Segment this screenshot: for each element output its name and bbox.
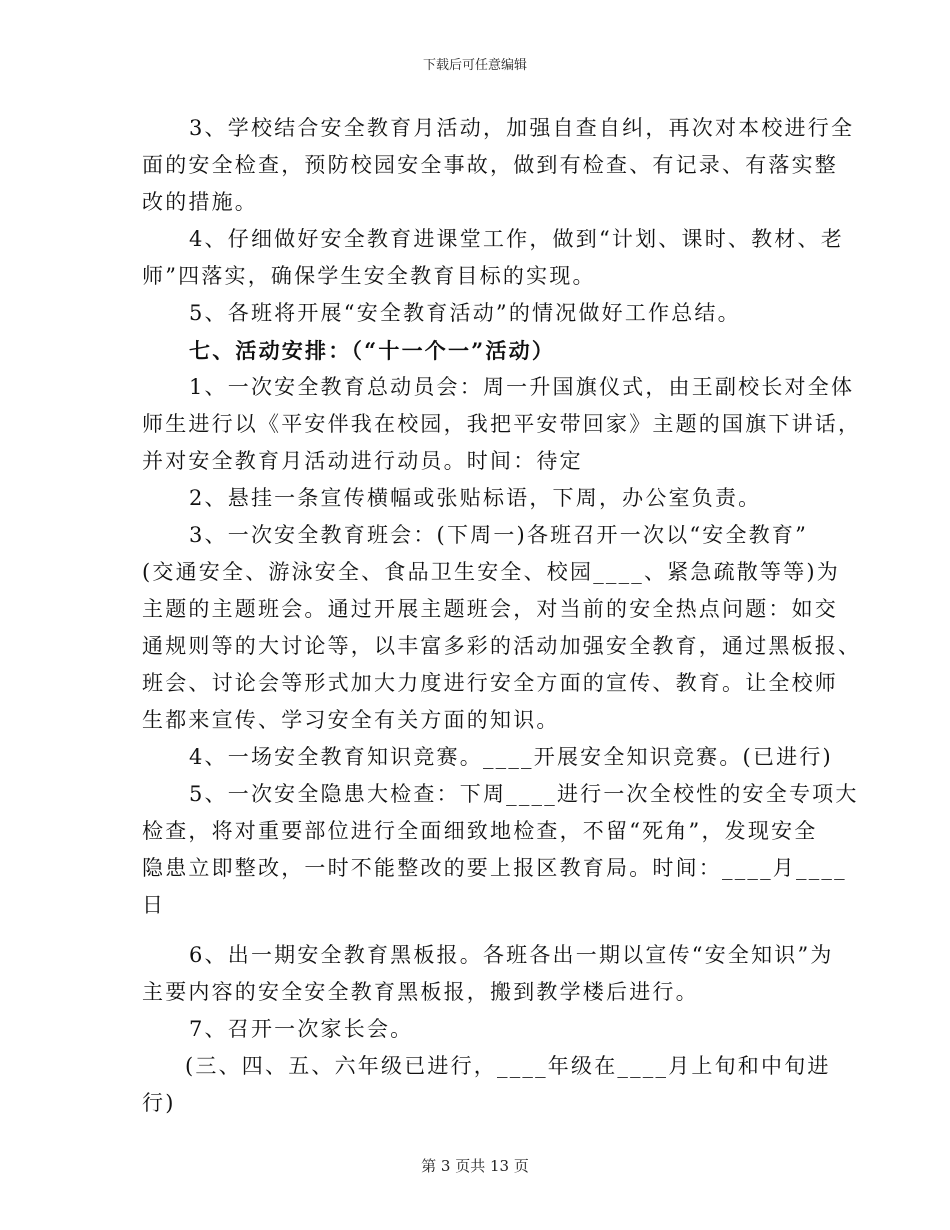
paragraph-line: 5、各班将开展“安全教育活动”的情况做好工作总结。 (189, 301, 741, 325)
paragraph-line: 日 (142, 893, 166, 917)
section-heading: 七、活动安排：（“十一个一”活动） (189, 338, 556, 363)
paragraph-line: 1、一次安全教育总动员会：周一升国旗仪式，由王副校长对全体 (189, 375, 855, 399)
paragraph-line: (交通安全、游泳安全、食品卫生安全、校园____、紧急疏散等等)为 (142, 560, 840, 584)
paragraph-line: 主要内容的安全安全教育黑板报，搬到教学楼后进行。 (142, 980, 699, 1004)
paragraph-line: 改的措施。 (142, 190, 258, 214)
paragraph-line: 主题的主题班会。通过开展主题班会，对当前的安全热点问题：如交 (142, 597, 838, 621)
paragraph-line: 师生进行以《平安伴我在校园，我把平安带回家》主题的国旗下讲话， (142, 412, 862, 436)
paragraph-line: 通规则等的大讨论等，以丰富多彩的活动加强安全教育，通过黑板报、 (142, 634, 862, 658)
page-header-note: 下载后可任意编辑 (422, 58, 527, 73)
paragraph-line: 行) (142, 1091, 176, 1115)
paragraph-line: 3、学校结合安全教育月活动，加强自查自纠，再次对本校进行全 (189, 116, 855, 140)
paragraph-line: (三、四、五、六年级已进行，____年级在____月上旬和中旬进 (185, 1054, 831, 1078)
paragraph-line: 2、悬挂一条宣传横幅或张贴标语，下周，办公室负责。 (189, 486, 762, 510)
paragraph-line: 4、仔细做好安全教育进课堂工作，做到“计划、课时、教材、老 (189, 227, 844, 251)
paragraph-line: 7、召开一次家长会。 (189, 1017, 414, 1041)
paragraph-line: 5、一次安全隐患大检查：下周____进行一次全校性的安全专项大 (189, 782, 859, 806)
paragraph-line: 3、一次安全教育班会：(下周一)各班召开一次以“安全教育” (189, 523, 809, 547)
paragraph-line: 4、一场安全教育知识竞赛。____开展安全知识竞赛。(已进行) (189, 745, 833, 769)
paragraph-line: 6、出一期安全教育黑板报。各班各出一期以宣传“安全知识”为 (189, 943, 834, 967)
paragraph-line: 并对安全教育月活动进行动员。时间：待定 (142, 449, 583, 473)
paragraph-line: 面的安全检查，预防校园安全事故，做到有检查、有记录、有落实整 (142, 153, 838, 177)
paragraph-line: 班会、讨论会等形式加大力度进行安全方面的宣传、教育。让全校师 (142, 671, 838, 695)
paragraph-line: 隐患立即整改，一时不能整改的要上报区教育局。时间：____月____ (142, 856, 847, 880)
paragraph-line: 生都来宣传、学习安全有关方面的知识。 (142, 708, 560, 732)
page-number: 第 3 页共 13 页 (421, 1157, 529, 1175)
document-body (142, 110, 862, 1122)
paragraph-line: 检查，将对重要部位进行全面细致地检查，不留“死角”，发现安全 (142, 819, 818, 843)
paragraph-line: 师”四落实，确保学生安全教育目标的实现。 (142, 264, 596, 288)
